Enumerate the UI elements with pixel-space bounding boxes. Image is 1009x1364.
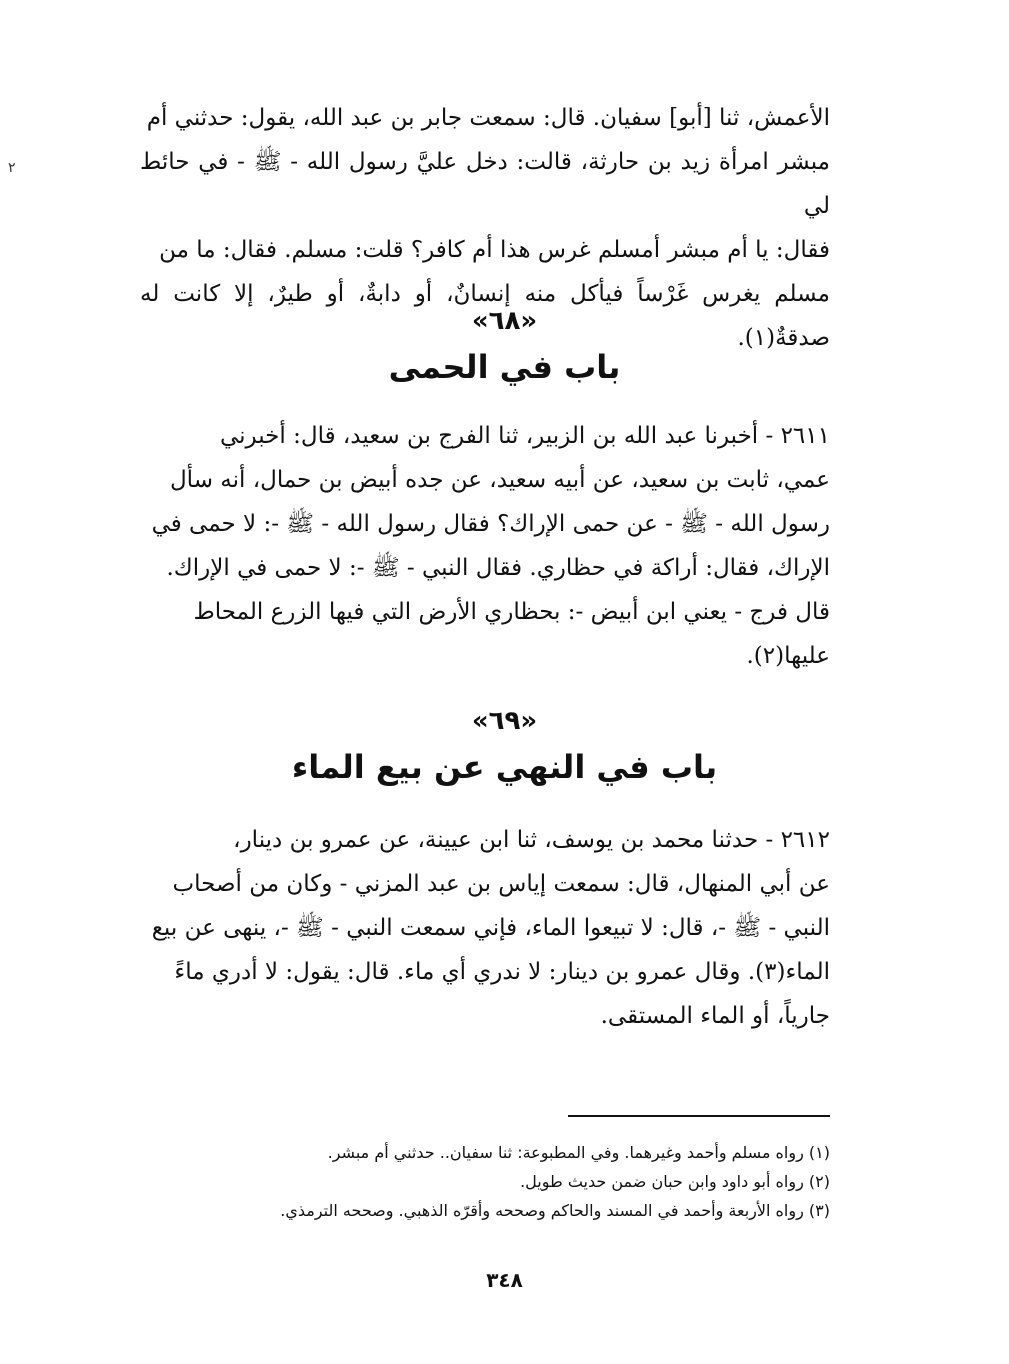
footnotes: [170, 1138, 830, 1225]
text-line: عمي، ثابت بن سعيد، عن أبيه سعيد، عن جده أبيض بن حمال، أنه سأل: [169, 467, 830, 493]
text-line: قال فرج - يعني ابن أبيض -: بحظاري الأرض التي فيها الزرع المحاط: [193, 599, 830, 625]
text-line: الأعمش، ثنا [أبو] سفيان. قال: سمعت جابر بن عبد الله، يقول: حدثني أم: [146, 105, 830, 131]
footnote-divider: [568, 1115, 830, 1117]
text-line: عليها(٢).: [746, 643, 830, 669]
text-line: مبشر امرأة زيد بن حارثة، قالت: دخل عليَّ رسول الله - ﷺ - في حائط لي: [140, 149, 830, 219]
text-line: ٢٦١٢ - حدثنا محمد بن يوسف، ثنا ابن عيينة، عن عمرو بن دينار،: [233, 827, 830, 853]
chapter-number: «٦٩»: [471, 706, 538, 736]
chapter-number: «٦٨»: [471, 306, 538, 336]
text-line: رسول الله - ﷺ - عن حمى الإراك؟ فقال رسول الله - ﷺ -: لا حمى في: [151, 511, 830, 537]
text-line: الإراك، فقال: أراكة في حظاري. فقال النبي - ﷺ -: لا حمى في الإراك.: [166, 555, 830, 581]
hadith-2611: [140, 414, 830, 678]
footnote: (٢) رواه أبو داود وابن حبان ضمن حديث طويل.: [520, 1172, 830, 1191]
footnote: (٣) رواه الأربعة وأحمد في المسند والحاكم وصححه وأقرّه الذهبي. وصححه الترمذي.: [280, 1201, 830, 1220]
text-line: النبي - ﷺ -، قال: لا تبيعوا الماء، فإني سمعت النبي - ﷺ -، ينهى عن بيع: [151, 915, 830, 941]
text-line: فقال: يا أم مبشر أمسلم غرس هذا أم كافر؟ قلت: مسلم. فقال: ما من: [159, 237, 830, 263]
text-line: جارياً، أو الماء المستقى.: [600, 1003, 830, 1029]
footnote: (١) رواه مسلم وأحمد وغيرهما. وفي المطبوعة: ثنا سفيان.. حدثني أم مبشر.: [327, 1143, 830, 1162]
text-line: الماء(٣). وقال عمرو بن دينار: لا ندري أي ماء. قال: يقول: لا أدري ماءً: [174, 959, 830, 985]
text-line: عن أبي المنهال، قال: سمعت إياس بن عبد المزني - وكان من أصحاب: [172, 871, 830, 897]
text-line: ٢٦١١ - أخبرنا عبد الله بن الزبير، ثنا الفرج بن سعيد، قال: أخبرني: [219, 423, 830, 449]
chapter-title: باب في النهي عن بيع الماء: [291, 748, 718, 786]
hadith-2612: [140, 818, 830, 1038]
page-number: ٣٤٨: [486, 1268, 523, 1292]
text-line: مسلم يغرس غَرْساً فيأكل منه إنسانٌ، أو دابةٌ، أو طيرٌ، إلا كانت له صدقةٌ(١).: [140, 281, 830, 351]
margin-mark: ٢: [8, 160, 16, 176]
chapter-title: باب في الحمى: [388, 348, 621, 386]
